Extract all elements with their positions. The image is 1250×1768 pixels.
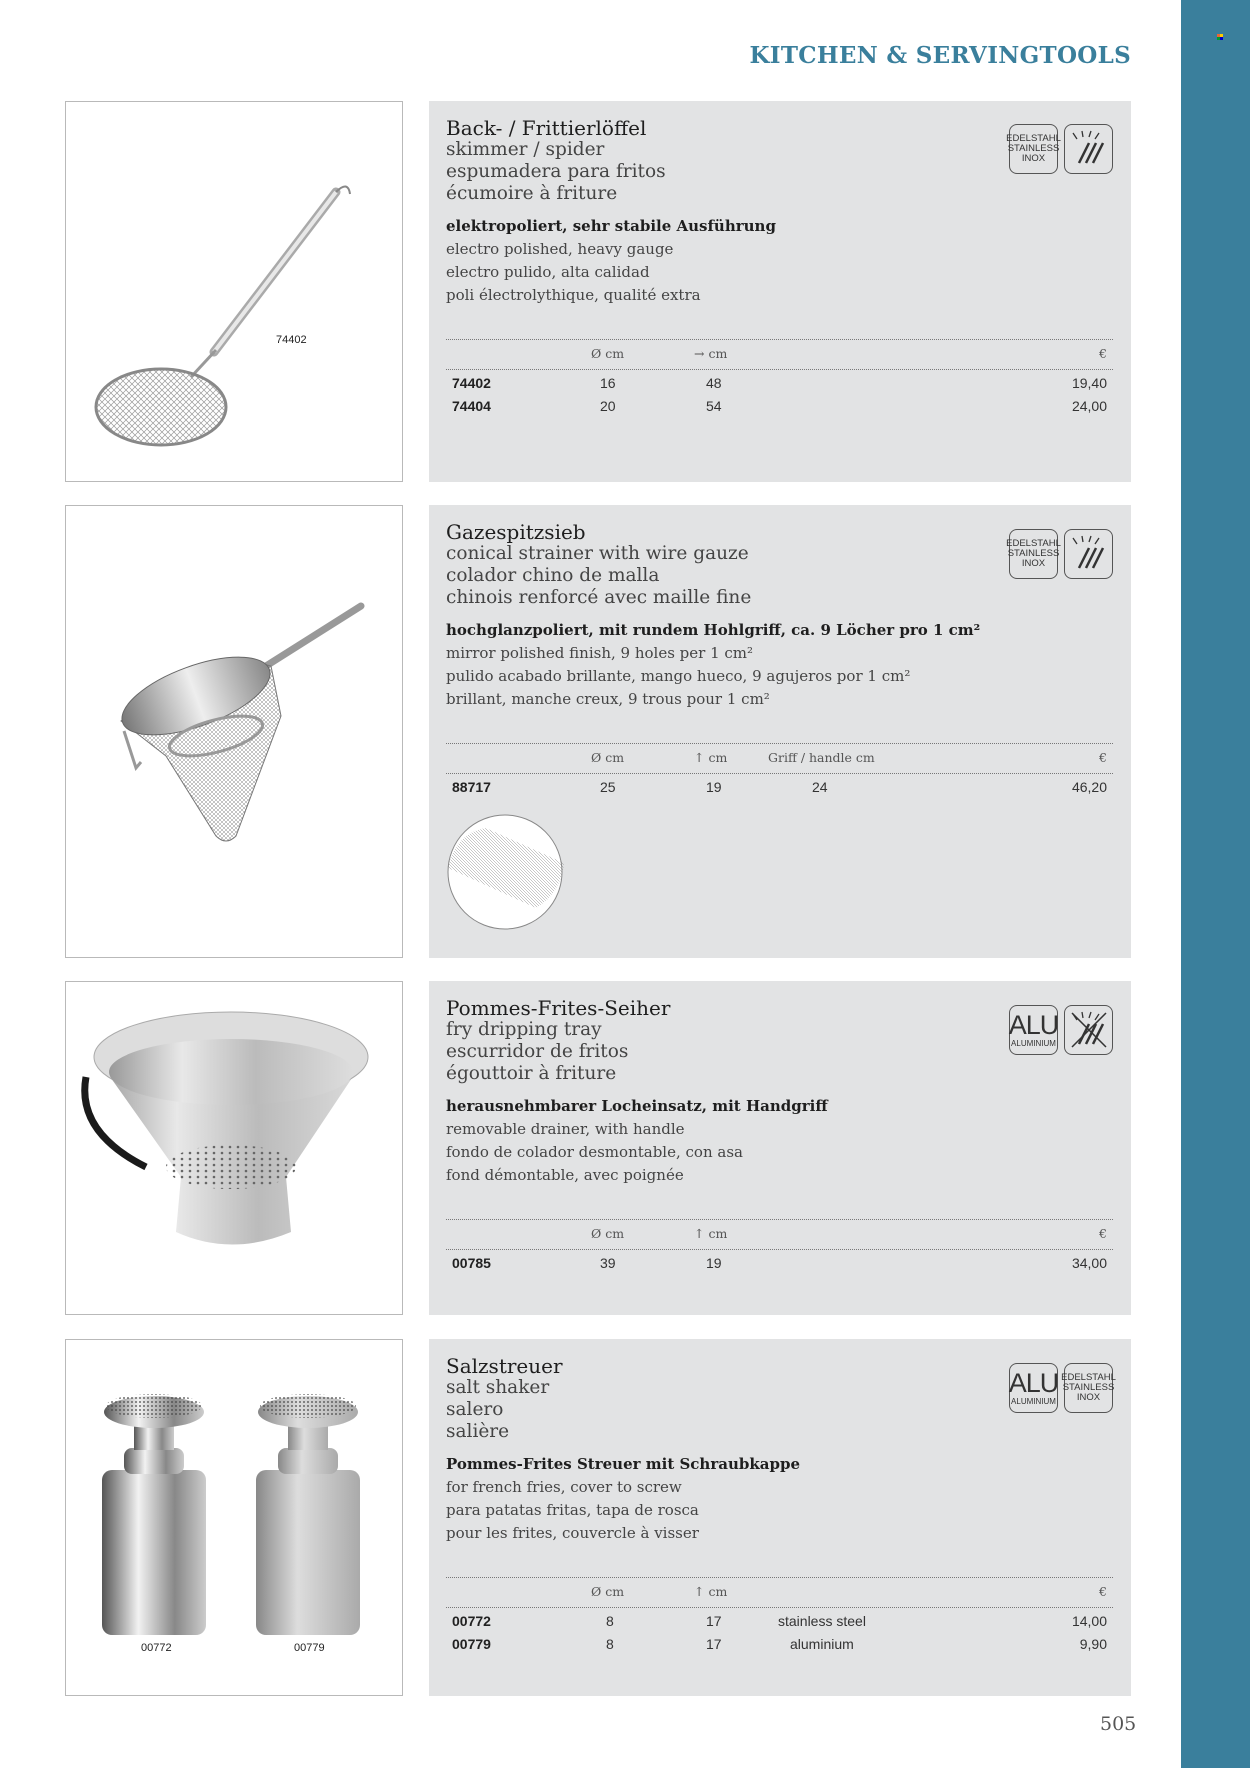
col-price-header: € bbox=[1099, 346, 1107, 361]
col-price-header: € bbox=[1099, 1226, 1107, 1241]
aluminium-badge-icon: ALU ALUMINIUM bbox=[1009, 1363, 1058, 1413]
col-diameter-header: Ø cm bbox=[591, 1584, 625, 1599]
table-row: 88717 25 19 24 46,20 bbox=[452, 779, 1107, 795]
product-description: for french fries, cover to screw bbox=[446, 1478, 682, 1496]
product-panel bbox=[429, 981, 1131, 1315]
col-height-header: ↑ cm bbox=[694, 750, 728, 765]
product-description: poli électrolythique, qualité extra bbox=[446, 286, 701, 304]
product-panel bbox=[429, 505, 1131, 958]
fry-dripping-tray-image bbox=[66, 982, 402, 1314]
image-label: 00779 bbox=[294, 1642, 325, 1654]
col-diameter-header: Ø cm bbox=[591, 750, 625, 765]
page-number: 505 bbox=[1100, 1713, 1137, 1735]
col-price-header: € bbox=[1099, 750, 1107, 765]
product-description: pour les frites, couvercle à visser bbox=[446, 1524, 699, 1542]
page-title: KITCHEN & SERVINGTOOLS bbox=[749, 42, 1131, 69]
product-description-main: Pommes-Frites Streuer mit Schraubkappe bbox=[446, 1455, 800, 1473]
product-title: Pommes-Frites-Seiher bbox=[446, 996, 671, 1020]
product-subtitle: écumoire à friture bbox=[446, 183, 618, 204]
product-subtitle: égouttoir à friture bbox=[446, 1063, 617, 1084]
product-title: Salzstreuer bbox=[446, 1354, 563, 1378]
col-diameter-header: Ø cm bbox=[591, 346, 625, 361]
product-subtitle: conical strainer with wire gauze bbox=[446, 543, 749, 564]
col-height-header: ↑ cm bbox=[694, 1584, 728, 1599]
conical-strainer-image bbox=[66, 506, 402, 957]
col-diameter-header: Ø cm bbox=[591, 1226, 625, 1241]
product-image-frame bbox=[65, 505, 403, 958]
product-subtitle: skimmer / spider bbox=[446, 139, 605, 160]
product-subtitle: salt shaker bbox=[446, 1377, 550, 1398]
product-description: fond démontable, avec poignée bbox=[446, 1166, 684, 1184]
image-label: 00772 bbox=[141, 1642, 172, 1654]
sidebar-tab bbox=[1181, 0, 1250, 1768]
table-row: 00772 8 17 stainless steel 14,00 bbox=[452, 1613, 1107, 1629]
image-label: 74402 bbox=[276, 334, 307, 346]
product-subtitle: salière bbox=[446, 1421, 510, 1442]
product-description: removable drainer, with handle bbox=[446, 1120, 685, 1138]
table-row: 00779 8 17 aluminium 9,90 bbox=[452, 1636, 1107, 1652]
not-dishwasher-safe-icon bbox=[1064, 1005, 1113, 1055]
product-subtitle: espumadera para fritos bbox=[446, 161, 666, 182]
product-description-main: herausnehmbarer Locheinsatz, mit Handgriff bbox=[446, 1097, 828, 1115]
table-row: 00785 39 19 34,00 bbox=[452, 1255, 1107, 1271]
mesh-detail-image bbox=[446, 813, 564, 931]
product-description: fondo de colador desmontable, con asa bbox=[446, 1143, 743, 1161]
product-title: Gazespitzsieb bbox=[446, 520, 586, 544]
col-price-header: € bbox=[1099, 1584, 1107, 1599]
product-subtitle: colador chino de malla bbox=[446, 565, 660, 586]
product-subtitle: fry dripping tray bbox=[446, 1019, 602, 1040]
product-image-frame bbox=[65, 101, 403, 482]
product-image-frame bbox=[65, 981, 403, 1315]
product-description: mirror polished finish, 9 holes per 1 cm² bbox=[446, 644, 754, 662]
product-panel bbox=[429, 1339, 1131, 1696]
product-description-main: elektropoliert, sehr stabile Ausführung bbox=[446, 217, 776, 235]
product-subtitle: escurridor de fritos bbox=[446, 1041, 629, 1062]
product-description: brillant, manche creux, 9 trous pour 1 cm² bbox=[446, 690, 770, 708]
skimmer-image bbox=[66, 102, 402, 481]
product-description: electro pulido, alta calidad bbox=[446, 263, 650, 281]
product-description: pulido acabado brillante, mango hueco, 9 agujeros por 1 cm² bbox=[446, 667, 911, 685]
stainless-badge-icon: EDELSTAHL STAINLESS INOX bbox=[1009, 529, 1058, 579]
aluminium-badge-icon: ALU ALUMINIUM bbox=[1009, 1005, 1058, 1055]
col-length-header: → cm bbox=[694, 346, 728, 361]
table-row: 74404 20 54 24,00 bbox=[452, 398, 1107, 414]
col-height-header: ↑ cm bbox=[694, 1226, 728, 1241]
product-title: Back- / Frittierlöffel bbox=[446, 116, 647, 140]
stainless-badge-icon: EDELSTAHL STAINLESS INOX bbox=[1064, 1363, 1113, 1413]
product-description: electro polished, heavy gauge bbox=[446, 240, 674, 258]
product-subtitle: salero bbox=[446, 1399, 504, 1420]
product-subtitle: chinois renforcé avec maille fine bbox=[446, 587, 752, 608]
stainless-badge-icon: EDELSTAHL STAINLESS INOX bbox=[1009, 124, 1058, 174]
product-description-main: hochglanzpoliert, mit rundem Hohlgriff, ca. 9 Löcher pro 1 cm² bbox=[446, 621, 981, 639]
product-image-frame bbox=[65, 1339, 403, 1696]
product-panel bbox=[429, 101, 1131, 482]
table-row: 74402 16 48 19,40 bbox=[452, 375, 1107, 391]
product-description: para patatas fritas, tapa de rosca bbox=[446, 1501, 699, 1519]
dishwasher-safe-icon bbox=[1064, 529, 1113, 579]
registration-mark-icon bbox=[1217, 34, 1227, 42]
salt-shakers-image bbox=[66, 1340, 402, 1695]
col-handle-header: Griff / handle cm bbox=[768, 750, 875, 765]
dishwasher-safe-icon bbox=[1064, 124, 1113, 174]
